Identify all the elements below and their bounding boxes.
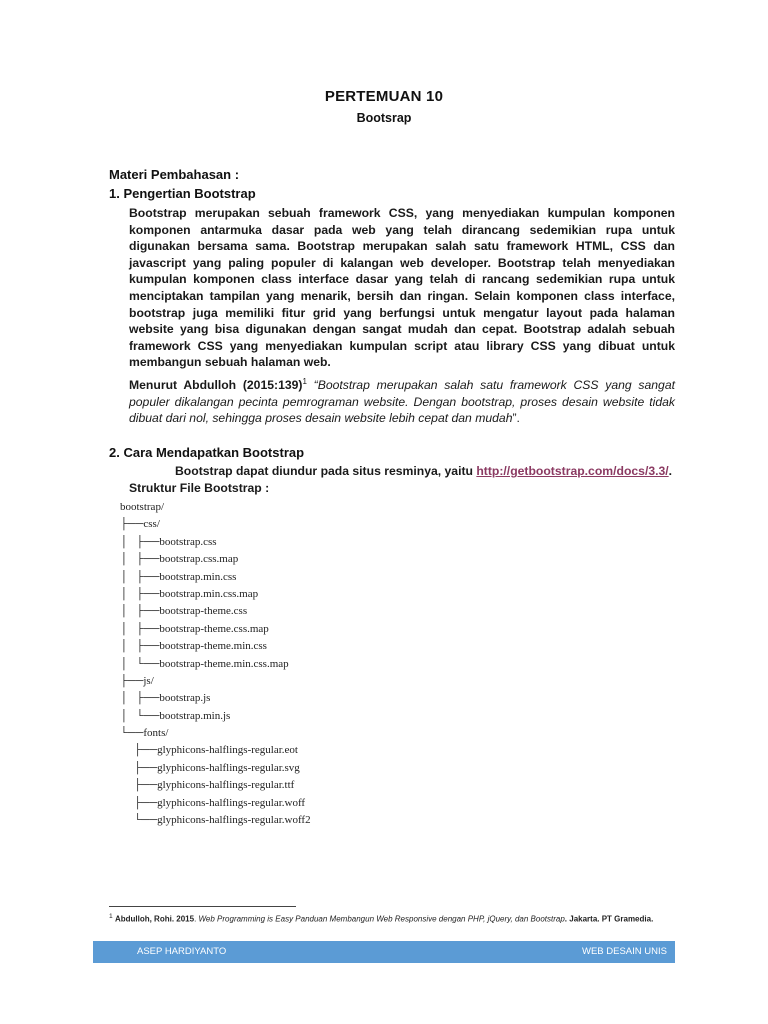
file-tree-item: │ ├──bootstrap-theme.css xyxy=(120,605,248,618)
file-tree-item: │ ├──bootstrap.min.css xyxy=(120,570,237,583)
page-title: PERTEMUAN 10 xyxy=(324,88,444,105)
file-tree-item: │ ├──bootstrap.js xyxy=(120,692,211,705)
file-tree-item: ├──glyphicons-halflings-regular.ttf xyxy=(120,779,295,792)
materi-heading: Materi Pembahasan : xyxy=(109,167,240,182)
footnote-publisher: . PT Gramedia. xyxy=(597,914,654,924)
footnote-divider xyxy=(109,906,296,907)
download-end: . xyxy=(668,464,673,478)
page-footer xyxy=(93,941,675,963)
structure-heading: Struktur File Bootstrap : xyxy=(129,481,270,495)
file-tree-item: │ └──bootstrap-theme.min.css.map xyxy=(120,657,289,670)
footer-course: WEB DESAIN UNIS xyxy=(582,946,667,957)
file-tree-item: └──fonts/ xyxy=(120,727,169,740)
footnote-title: Web Programming is Easy Panduan Membangun Web Responsive dengan PHP, jQuery, dan Bootstrap xyxy=(198,914,565,924)
download-line xyxy=(175,464,672,478)
file-tree-item: ├──css/ xyxy=(120,518,160,531)
quote-text: “Bootstrap merupakan salah satu framework CSS yang sangat populer dikalangan pecinta pemrograman website. Dengan bootstrap, proses desain website tidak dibuat dari nol, sehingga proses desain website lebih cepat dan mudah xyxy=(129,378,675,426)
file-tree-item: │ ├──bootstrap.css xyxy=(120,535,217,548)
file-tree-item: │ └──bootstrap.min.js xyxy=(120,709,231,722)
file-tree-item: ├──glyphicons-halflings-regular.svg xyxy=(120,761,300,774)
file-tree-item: ├──glyphicons-halflings-regular.woff xyxy=(120,796,306,809)
quote-block xyxy=(129,374,675,427)
page-subtitle: Bootsrap xyxy=(356,111,412,125)
file-tree-item: │ ├──bootstrap.css.map xyxy=(120,553,239,566)
download-text: Bootstrap dapat diundur pada situs resminya, yaitu xyxy=(175,464,477,478)
footnote xyxy=(109,910,675,926)
file-tree-item: ├──glyphicons-halflings-regular.eot xyxy=(120,744,298,757)
section1-heading: 1. Pengertian Bootstrap xyxy=(109,186,256,201)
footer-author: ASEP HARDIYANTO xyxy=(137,946,227,957)
download-link[interactable]: http://getbootstrap.com/docs/3.3/ xyxy=(476,464,669,478)
file-tree-item: │ ├──bootstrap.min.css.map xyxy=(120,587,259,600)
quote-end: ”. xyxy=(512,411,520,426)
footnote-author: Abdulloh, Rohi. 2015 xyxy=(114,914,195,924)
footnote-ref[interactable]: 1 xyxy=(302,377,307,386)
footnote-sep: . xyxy=(194,914,199,924)
quote-author: Menurut Abdulloh (2015:139) xyxy=(129,378,303,393)
footnote-city: . Jakarta xyxy=(564,914,598,924)
file-tree-item: bootstrap/ xyxy=(120,501,164,513)
section2-heading: 2. Cara Mendapatkan Bootstrap xyxy=(109,445,305,460)
file-tree-item: └──glyphicons-halflings-regular.woff2 xyxy=(120,814,311,827)
section1-paragraph: Bootstrap merupakan sebuah framework CSS, yang menyediakan kumpulan komponen komponen antarmuka dasar pada web yang telah dirancang sedemikian rupa untuk digunakan bersama sama. Bootstrap merupakan salah satu framework HTML, CSS dan javascript yang paling populer di kalangan web developer. Bootstrap telah menyediakan kumpulan komponen class interface dasar yang telah di rancang sedemikian rupa untuk menciptakan tampilan yang menarik, bersih dan ringan. Selain komponen class interface, bootstrap juga memiliki fitur grid yang berfungsi untuk mengatur layout pada halaman website yang bisa digunakan dengan sangat mudah dan cepat. Bootstrap adalah sebuah framework CSS yang menyediakan kumpulan script atau library CSS yang dibuat untuk membangun sebuah halaman web. xyxy=(129,206,675,370)
file-tree-item: ├──js/ xyxy=(120,674,154,687)
footnote-number: 1 xyxy=(109,913,113,920)
file-tree-item: │ ├──bootstrap-theme.min.css xyxy=(120,640,267,653)
file-tree-item: │ ├──bootstrap-theme.css.map xyxy=(120,622,269,635)
file-tree xyxy=(120,499,311,829)
